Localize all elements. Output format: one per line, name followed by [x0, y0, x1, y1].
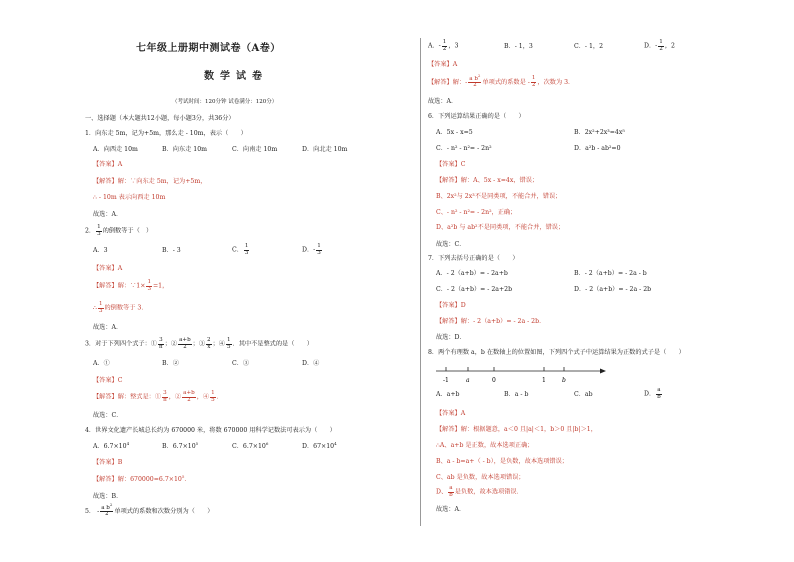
q3-frac-1 [158, 338, 164, 350]
label-b: b [562, 377, 566, 384]
q6-step-b: B、2x²与 2x³不是同类项，不能合并，错误； [436, 193, 562, 200]
q5-mono-num-text: a b [101, 504, 110, 511]
q3-mid1: ；② [164, 340, 178, 348]
q2-option-c-label: C． [232, 246, 243, 254]
q3-analysis-f1-den: π [163, 396, 167, 403]
q4-stem: 4．世界文化遗产长城总长约为 670000 米，将数 670000 用科学记数法可表示为（ ） [85, 427, 336, 434]
q2-analysis-num: 1 [147, 279, 151, 285]
q4-option-d [302, 441, 337, 451]
page-subtitle: 数学试卷 [204, 71, 268, 82]
q2-option-d [302, 244, 323, 256]
q2-option-c [232, 244, 250, 256]
q5-conclusion: 故选：A． [428, 98, 458, 105]
q2-fraction [96, 225, 102, 237]
q2-analysis-pre: 【解答】解：∵1× [93, 282, 146, 290]
q4-option-c-base: C．6.7×10 [232, 443, 266, 451]
q3-analysis-f1-num: 3 [163, 390, 167, 396]
q6-analysis: 【解答】解：A、5x - x=4x，错误； [436, 177, 539, 184]
q5-option-a-post: ，3 [448, 42, 459, 50]
q8-option-b: B．a - b [504, 391, 529, 398]
q4-option-d-base: D．67×10 [302, 443, 335, 451]
label-0: 0 [492, 377, 496, 384]
q3-analysis-frac-1 [162, 391, 168, 403]
q5-analysis [428, 73, 575, 89]
q3-mid3: ；④ [212, 340, 225, 348]
q7-option-c: C．- 2（a+b）= - 2a+2b [436, 286, 513, 293]
q2-option-b: B．- 3 [162, 247, 181, 254]
q2-option-c-num: 1 [244, 243, 249, 249]
q4-option-a-base: A．6.7×10 [93, 443, 127, 451]
q5-option-d-frac [658, 40, 664, 52]
q2-step-den: 3 [98, 307, 103, 314]
q5-analysis-mono-exp: 2 [477, 73, 481, 78]
q7-conclusion: 故选：D． [436, 334, 466, 341]
q3-tail: ．其中不是整式的是（ ） [232, 340, 313, 348]
q2-number: 2． [85, 227, 96, 235]
q5-option-b: B．- 1，3 [504, 43, 533, 50]
q8-step-d-pre: D、 [436, 488, 448, 496]
q4-analysis-end: ． [184, 476, 191, 484]
q5-analysis-monomial [468, 73, 481, 89]
q1-option-b: B．向东走 10m [162, 146, 208, 153]
q8-option-d-frac [656, 388, 662, 400]
q8-step-d-den: b [449, 491, 453, 498]
q7-answer: 【答案】D [436, 302, 466, 309]
q8-option-a: A．a+b [436, 391, 460, 398]
q5-option-c: C．- 1，2 [574, 43, 604, 50]
q1-analysis: 【解答】解：∵向东走 5m，记为+5m， [93, 178, 207, 185]
q3-frac-3 [206, 338, 212, 350]
q4-option-c-exp: 6 [265, 441, 269, 446]
q3-analysis-f4-den: 5 [211, 396, 215, 403]
q6-step-d: D、a²b 与 ab²不是同类项，不能合并，错误； [436, 224, 565, 231]
q4-option-a [93, 441, 130, 451]
q5-option-d-label: D．- [644, 42, 658, 50]
q3-f4-den: 5 [226, 343, 231, 350]
q4-answer: 【答案】B [93, 459, 123, 466]
q2-option-a: A．3 [93, 247, 108, 254]
q2-step-num: 1 [98, 301, 103, 307]
q5-analysis-coef [531, 76, 537, 88]
q7-option-b: B．- 2（a+b）= - 2a - b [574, 270, 647, 277]
q1-option-c: C．向南走 10m [232, 146, 278, 153]
q2-conclusion: 故选：A． [93, 324, 123, 331]
q2-analysis-den: 3 [147, 285, 151, 292]
q5-option-a-label: A． [428, 42, 439, 50]
q6-option-b: B．2x²+2x³=4x⁵ [574, 129, 625, 136]
q5-answer: 【答案】A [428, 61, 458, 68]
q1-stem: 1．向东走 5m，记为+5m，那么走 - 10m，表示（ ） [85, 130, 247, 137]
q3-mid2: ；③ [192, 340, 206, 348]
q3-f2-num: a+b [179, 337, 191, 343]
q4-analysis-text: 【解答】解：670000=6.7×10 [93, 476, 182, 484]
q3-answer: 【答案】C [93, 377, 123, 384]
q6-step-c: C、- n² - n²= - 2n²，正确； [436, 209, 517, 216]
q4-analysis [93, 474, 191, 484]
q6-conclusion: 故选：C． [436, 241, 466, 248]
q3-frac-2 [178, 338, 192, 350]
q4-option-b-base: B．6.7×10 [162, 443, 196, 451]
q3-f1-num: 3 [159, 337, 163, 343]
q3-option-d: D．④ [302, 360, 320, 367]
q5-mono-den: 2 [105, 511, 109, 518]
q4-option-c [232, 441, 269, 451]
q6-answer: 【答案】C [436, 161, 466, 168]
q2-step-pre: ∴ [93, 304, 97, 312]
q1-option-d: D．向北走 10m [302, 146, 348, 153]
q2-option-d-label: D． [302, 246, 314, 254]
q8-answer: 【答案】A [436, 410, 466, 417]
q7-option-d: D．- 2（a+b）= - 2a - 2b [574, 286, 652, 293]
q3-f1-den: π [159, 343, 163, 350]
q8-step-d-frac [448, 486, 454, 498]
column-divider [420, 38, 421, 526]
q1-answer: 【答案】A [93, 161, 123, 168]
q8-option-d-num: a [657, 387, 661, 393]
q2-step-frac [98, 302, 104, 314]
q5-option-d [644, 40, 675, 52]
q1-step: ∴ - 10m 表示向西走 10m [93, 194, 166, 201]
q2-analysis-frac [146, 280, 152, 292]
q3-f3-num: 2 [207, 337, 211, 343]
q8-step-c: C、ab 是负数，故本选项错误； [436, 474, 525, 481]
number-line [432, 362, 612, 388]
q2-option-d-sign: - [313, 246, 316, 254]
q4-analysis-exp: 5 [181, 474, 185, 479]
q5-option-d-num: 1 [659, 39, 663, 45]
q5-analysis-post: ，次数为 3． [537, 79, 575, 87]
q8-step-d [436, 486, 523, 498]
q3-analysis-f4-num: 1 [211, 390, 215, 396]
q8-step-d-num: a [449, 485, 453, 491]
q6-option-d: D．a²b - ab²=0 [574, 145, 621, 152]
q8-stem: 8．两个有理数 a，b 在数轴上的位置如图，下列四个式子中运算结果为正数的式子是（ ） [428, 349, 685, 356]
q5-option-d-post: ，2 [664, 42, 675, 50]
q5-option-a: A．- $\frac{1}{2}$ ，3 [428, 39, 459, 52]
q2-option-d-num: 1 [317, 243, 321, 249]
q3-stem [85, 338, 313, 350]
q2-step-post: 的倒数等于 3． [104, 304, 148, 312]
q8-step-b: B、a - b=a+（ - b），是负数，故本选项错误； [436, 458, 568, 465]
q8-conclusion: 故选：A． [436, 506, 466, 513]
q5-number: 5． [85, 508, 96, 516]
q3-conclusion: 故选：C． [93, 412, 123, 419]
number-line-arrow [600, 369, 606, 374]
q4-option-d-exp: 4 [334, 441, 337, 446]
q7-option-a: A．- 2（a+b）= - 2a+b [436, 270, 508, 277]
q2-frac-den: 3 [97, 230, 101, 237]
q5-analysis-coef-num: 1 [531, 75, 536, 82]
q4-option-b [162, 441, 199, 451]
q5-option-d-den: 2 [659, 45, 663, 52]
q5-option-a-num: 1 [442, 39, 447, 45]
q2-analysis [93, 280, 168, 292]
q3-analysis-frac-2 [182, 391, 196, 403]
exam-info: （考试时间：120分钟 试卷满分：120分） [172, 99, 278, 105]
q2-stem [85, 225, 152, 237]
q3-pre: 3．对于下列四个式子：① [85, 340, 157, 348]
q3-analysis-f2-den: 2 [187, 396, 191, 403]
q3-analysis-pre: 【解答】解：整式是：① [93, 393, 162, 401]
q8-option-d-den: b [657, 393, 661, 400]
q3-analysis-frac-4 [210, 391, 216, 403]
q6-option-a: A．5x - x=5 [436, 129, 473, 136]
q8-option-c: C．ab [574, 391, 593, 398]
q6-stem: 6．下列运算结果正确的是（ ） [428, 113, 525, 120]
q2-tail: 的倒数等于（ ） [102, 227, 153, 235]
q2-answer: 【答案】A [93, 265, 123, 272]
q3-frac-4 [226, 338, 232, 350]
q2-option-c-den: 3 [244, 249, 249, 256]
q2-step [93, 302, 148, 314]
label-1: 1 [542, 377, 546, 384]
q3-analysis-end: ． [216, 393, 223, 401]
q5-tail: 单项式的系数和次数分别为（ ） [114, 508, 214, 516]
q4-option-b-exp: 5 [195, 441, 199, 446]
q5-option-a-frac [442, 40, 448, 52]
label-minus-1: -1 [443, 377, 449, 384]
q8-step-d-post: 是负数，故本选项错误． [454, 488, 523, 496]
q5-stem: 5． - $\frac{a b^2}{2}$ 单项式的系数和次数分别为（ ） [85, 502, 214, 518]
q8-step-a: ∴A、a+b 是正数，故本选项正确； [436, 442, 534, 449]
q3-option-b: B．② [162, 360, 179, 367]
q2-option-d-den: 3 [317, 249, 321, 256]
q5-mono-exp: 2 [109, 502, 113, 507]
q2-option-c-frac [244, 244, 250, 256]
q5-analysis-pre: 【解答】解：- [428, 79, 468, 87]
label-a: a [466, 377, 470, 384]
q5-analysis-coef-den: 2 [531, 82, 536, 89]
q2-option-d-frac [316, 244, 322, 256]
q4-conclusion: 故选：B． [93, 493, 123, 500]
q2-analysis-post: =1， [153, 282, 169, 290]
q3-f2-den: 2 [183, 343, 187, 350]
q5-monomial [100, 502, 113, 518]
q1-conclusion: 故选：A． [93, 211, 123, 218]
q3-analysis-f2-num: a+b [183, 390, 195, 396]
q5-option-a-den: 2 [442, 45, 447, 52]
q4-option-a-exp: 4 [126, 441, 130, 446]
q8-option-d-label: D． [644, 390, 656, 398]
q3-option-a: A．① [93, 360, 110, 367]
q5-analysis-mono-den: 2 [473, 82, 477, 89]
q6-option-c: C．- n² - n²= - 2n² [436, 145, 492, 152]
q5-analysis-mono-num-text: a b [469, 75, 478, 82]
q3-analysis [93, 391, 223, 403]
q2-frac-num: 1 [97, 224, 101, 230]
q8-option-d [644, 388, 663, 400]
q8-analysis: 【解答】解：根据题意，a＜0 且|a|＜1，b＞0 且|b|＞1， [436, 426, 597, 433]
q3-f3-den: x [207, 343, 211, 350]
q7-stem: 7．下列去括号正确的是（ ） [428, 255, 519, 262]
q3-analysis-mid2: ，④ [196, 393, 210, 401]
q7-analysis: 【解答】解：- 2（a+b）= - 2a - 2b． [436, 318, 546, 325]
page-title: 七年级上册期中测试卷（A卷） [136, 43, 281, 54]
q3-option-c: C．③ [232, 360, 250, 367]
section-heading: 一、选择题（本大题共12小题，每小题3分，共36分） [85, 115, 235, 122]
q5-analysis-mid: 单项式的系数是 - [482, 79, 530, 87]
q3-f4-num: 1 [226, 337, 231, 343]
q3-analysis-mid1: ，② [168, 393, 182, 401]
q1-option-a: A．向西走 10m [93, 146, 138, 153]
